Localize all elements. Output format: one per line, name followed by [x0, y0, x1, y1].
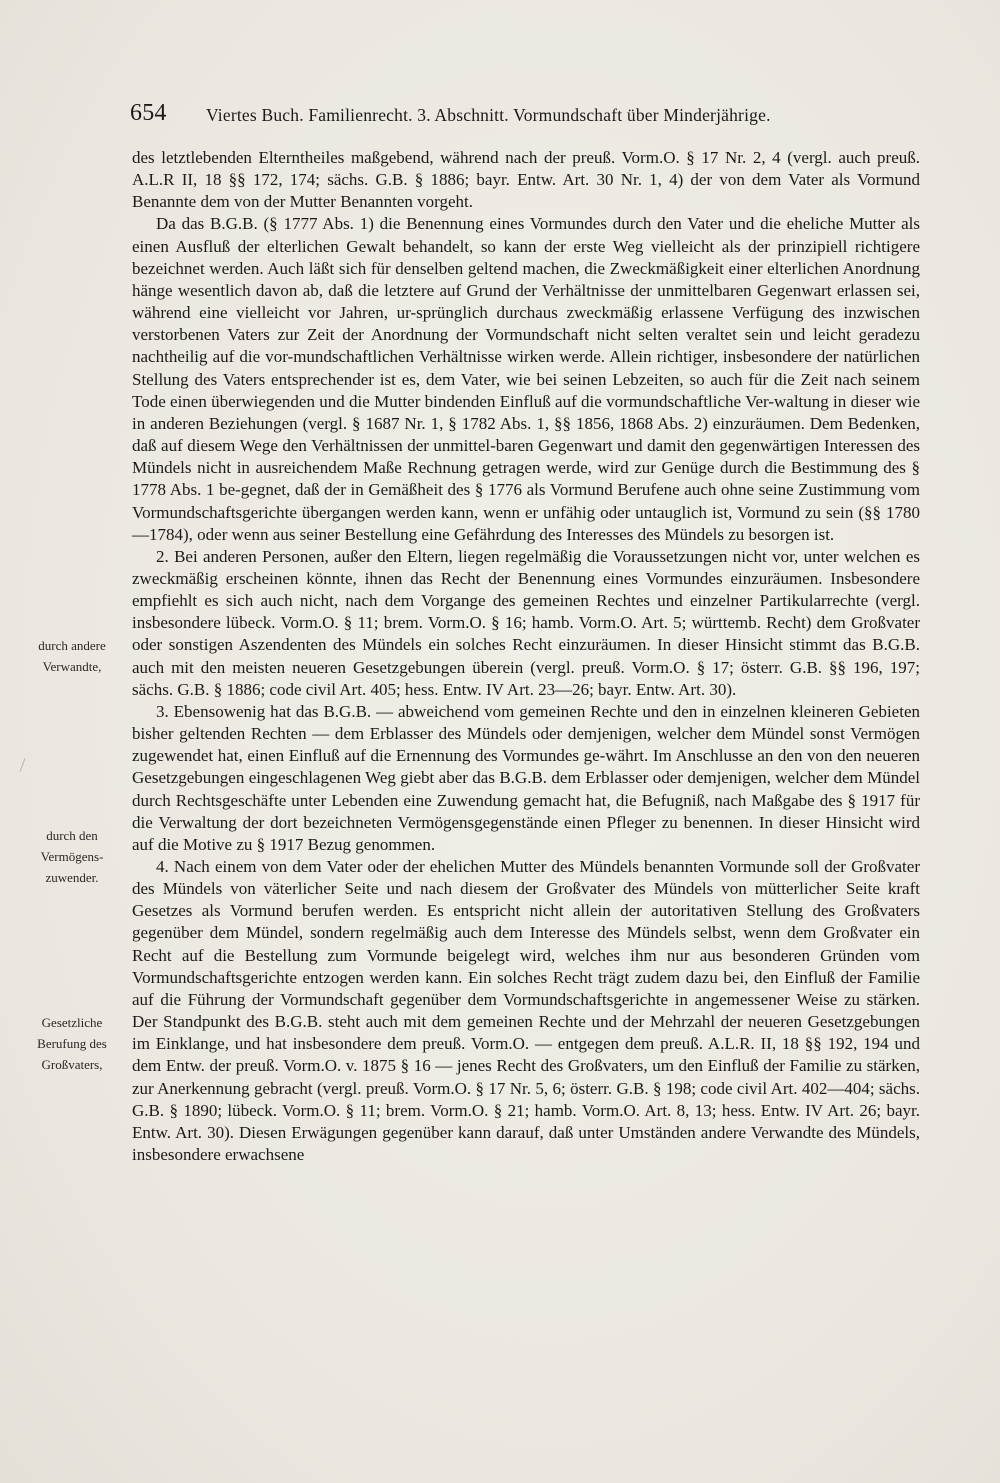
paragraph-other-persons: 2. Bei anderen Personen, außer den Eltern, liegen regelmäßig die Voraussetzungen nicht vor, unter welchen es zweckmäßig erscheinen könnte, ihnen das Recht der Benennung eines Vormundes einzuräumen. Insbesondere empfiehlt es sich auch nicht, nach dem Vorgange des gemeinen Rechtes und einzelner Partikularrechte (vergl. insbesondere lübeck. Vorm.O. § 11; brem. Vorm.O. § 16; hamb. Vorm.O. Art. 5; württemb. Recht) dem Großvater oder sonstigen Aszendenten des Mündels ein solches Recht einzuräumen. In dieser Hinsicht stimmt das B.G.B. auch mit den meisten neueren Gesetzgebungen überein (vergl. preuß. Vorm.O. § 17; österr. G.B. §§ 196, 197; sächs. G.B. § 1886; code civil Art. 405; hess. Entw. IV Art. 23—26; bayr. Entw. Art. 30).	[132, 546, 920, 699]
paragraph-donor: 3. Ebensowenig hat das B.G.B. — abweichend vom gemeinen Rechte und den in einzelnen kleineren Gebieten bisher geltenden Rechten — dem Erblasser des Mündels oder demjenigen, welcher dem Mündel sonst Vermögen zugewendet hat, einen Einfluß auf die Ernennung des Vormundes ge-währt. Im Anschlusse an den von den neueren Gesetzgebungen eingeschlagenen Weg giebt aber das B.G.B. dem Erblasser oder demjenigen, welcher dem Mündel durch Rechtsgeschäfte unter Lebenden eine Zuwendung gemacht hat, die Befugniß, nach Maßgabe des § 1917 für die Verwaltung der dort bezeichneten Vermögensgegenstände einen Pfleger zu benennen. In dieser Hinsicht wird auf die Motive zu § 1917 Bezug genommen.	[132, 701, 920, 854]
paper-mark	[20, 758, 26, 771]
paragraph-grandfather: 4. Nach einem von dem Vater oder der ehelichen Mutter des Mündels benannten Vormunde soll der Großvater des Mündels von väterlicher Seite und nach diesem der Großvater des Mündels von mütterlicher Seite kraft Gesetzes als Vormund berufen werden. Es entspricht nicht allein der autoritativen Stellung des Großvaters gegenüber dem Mündel, sondern regelmäßig auch dem Interesse des Mündels selbst, wenn dem Großvater ein Recht auf die Bestellung zum Vormunde beigelegt wird, welches ihm nur aus besonderen Gründen vom Vormundschaftsgerichte entzogen werden kann. Ein solches Recht trägt zudem dazu bei, den Einfluß der Familie auf die Führung der Vormundschaft gegenüber dem Vormundschaftsgerichte in angemessener Weise zu stärken. Der Standpunkt des B.G.B. steht auch mit dem gemeinen Rechte und der Mehrzahl der neueren Gesetzgebungen im Einklange, und hat insbesondere dem preuß. Vorm.O. — entgegen dem preuß. A.L.R. II, 18 §§ 192, 194 und dem Entw. der preuß. Vorm.O. v. 1875 § 16 — jenes Recht des Großvaters, um den Einfluß der Familie zu stärken, zur Anerkennung gebracht (vergl. preuß. Vorm.O. § 17 Nr. 5, 6; österr. G.B. § 198; code civil Art. 402—404; sächs. G.B. § 1890; lübeck. Vorm.O. § 11; brem. Vorm.O. § 21; hamb. Vorm.O. Art. 8, 13; hess. Entw. IV Art. 26; bayr. Entw. Art. 30). Diesen Erwägungen gegenüber kann darauf, daß unter Umständen andere Verwandte des Mündels, insbesondere erwachsene	[132, 857, 920, 1165]
running-title: Viertes Buch. Familienrecht. 3. Abschnitt. Vormundschaft über Minderjährige.	[206, 105, 771, 125]
page-number: 654	[130, 100, 167, 126]
page-header	[130, 100, 920, 140]
margin-note-grandfather: Gesetzliche Berufung des Großvaters,	[37, 1015, 107, 1072]
body-text	[132, 147, 920, 1166]
paragraph-continuation: des letztlebenden Elterntheiles maßgebend, während nach der preuß. Vorm.O. § 17 Nr. 2, 4 (vergl. auch preuß. A.L.R II, 18 §§ 172, 174; sächs. G.B. § 1886; bayr. Entw. Art. 30 Nr. 1, 4) der von dem Vater als Vormund Benannte dem von der Mutter Benannten vorgeht.	[132, 148, 920, 212]
paragraph-bgb-naming: Da das B.G.B. (§ 1777 Abs. 1) die Benennung eines Vormundes durch den Vater und die eheliche Mutter als einen Ausfluß der elterlichen Gewalt behandelt, so kann der erste Weg vielleicht als der prinzipiell richtigere bezeichnet werden. Auch läßt sich für denselben geltend machen, die Zweckmäßigkeit einer elterlichen Anordnung hänge wesentlich davon ab, daß die letztere auf Grund der Verhältnisse der unmittelbaren Gegenwart erlassen sei, während eine vielleicht vor Jahren, ur-sprünglich durchaus zweckmäßig erlassene Verfügung des inzwischen verstorbenen Vaters zur Zeit der Anordnung der Vormundschaft nicht selten veraltet sein und leicht geradezu nachtheilig auf die vor-mundschaftlichen Verhältnisse wirken werde. Allein richtiger, insbesondere der natürlichen Stellung des Vaters entsprechender ist es, dem Vater, wie bei seinen Lebzeiten, so auch für die Zeit nach seinem Tode einen überwiegenden und die Mutter bindenden Einfluß auf die vormundschaftliche Ver-waltung in dieser wie in anderen Beziehungen (vergl. § 1687 Nr. 1, § 1782 Abs. 1, §§ 1856, 1868 Abs. 2) einzuräumen. Dem Bedenken, daß auf diesem Wege den Verhältnissen der unmittel-baren Gegenwart und damit den gegenwärtigen Interessen des Mündels nicht in ausreichendem Maße Rechnung getragen werde, wird zur Genüge durch die Bestimmung des § 1778 Abs. 1 be-gegnet, daß der in Gemäßheit des § 1776 als Vormund Berufene auch ohne seine Zustimmung vom Vormundschaftsgerichte übergangen werden kann, wenn er unfähig oder untauglich ist, Vormund zu sein (§§ 1780—1784), oder wenn aus seiner Bestellung eine Gefährdung des Interesses des Mündels zu besorgen ist.	[132, 214, 920, 544]
margin-note-other-relatives: durch andere Verwandte,	[38, 638, 106, 674]
margin-note-donor: durch den Vermögens-zuwender.	[40, 828, 104, 885]
